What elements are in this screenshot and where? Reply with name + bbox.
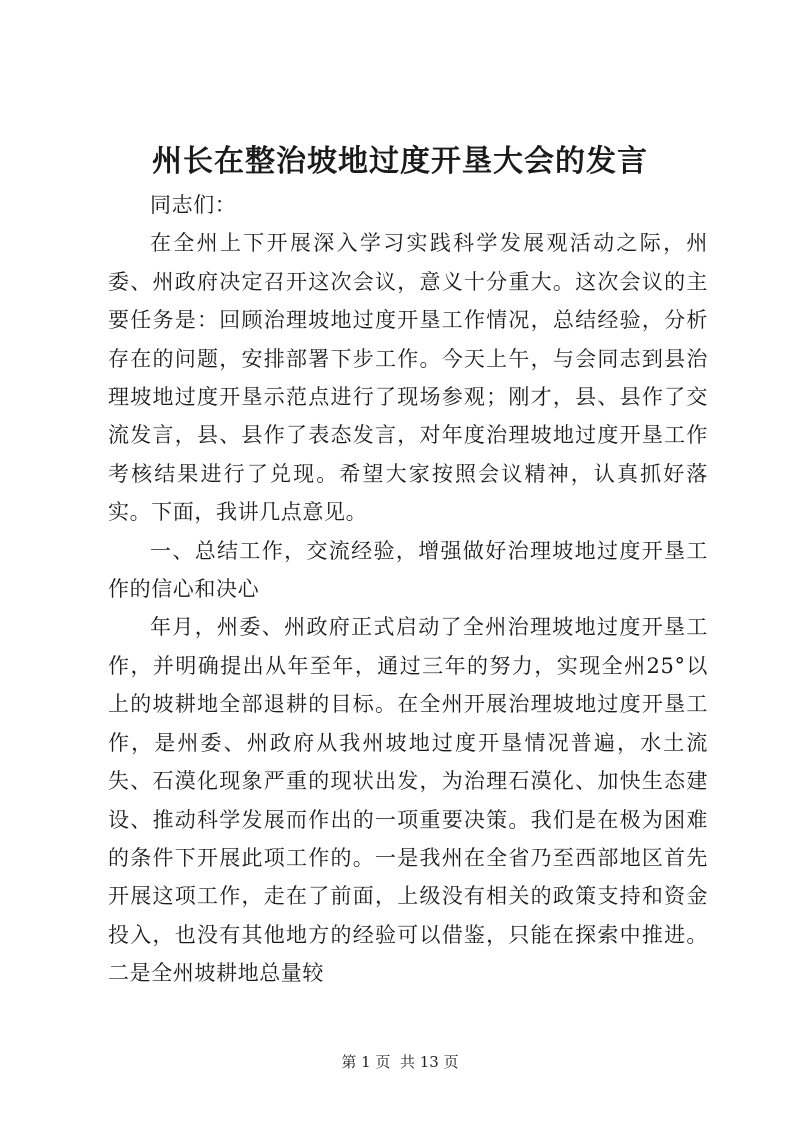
page-number: 第 1 页 共 13 页 [341, 1053, 459, 1071]
section-heading: 一、总结工作，交流经验，增强做好治理坡地过度开垦工作的信心和决心 [108, 538, 708, 602]
page-footer [0, 1052, 800, 1072]
body-paragraph: 年月，州委、州政府正式启动了全州治理坡地过度开垦工作，并明确提出从年至年，通过三年的努力，实现全州25°以上的坡耕地全部退耕的目标。在全州开展治理坡地过度开垦工作，是州委、州政府从我州坡地过度开垦情况普遍，水土流失、石漠化现象严重的现状出发，为治理石漠化、加快生态建设、推动科学发展而作出的一项重要决策。我们是在极为困难的条件下开展此项工作的。一是我州在全省乃至西部地区首先开展这项工作，走在了前面，上级没有相关的政策支持和资金投入，也没有其他地方的经验可以借鉴，只能在探索中推进。二是全州坡耕地总量较 [108, 615, 708, 986]
document-body [108, 186, 708, 993]
intro-paragraph: 在全州上下开展深入学习实践科学发展观活动之际，州委、州政府决定召开这次会议，意义十分重大。这次会议的主要任务是：回顾治理坡地过度开垦工作情况，总结经验，分析存在的问题，安排部署下步工作。今天上午，与会同志到县治理坡地过度开垦示范点进行了现场参观；刚才，县、县作了交流发言，县、县作了表态发言，对年度治理坡地过度开垦工作考核结果进行了兑现。希望大家按照会议精神，认真抓好落实。下面，我讲几点意见。 [108, 231, 708, 525]
salutation-paragraph: 同志们： [150, 193, 237, 217]
document-title: 州长在整治坡地过度开垦大会的发言 [152, 144, 648, 179]
